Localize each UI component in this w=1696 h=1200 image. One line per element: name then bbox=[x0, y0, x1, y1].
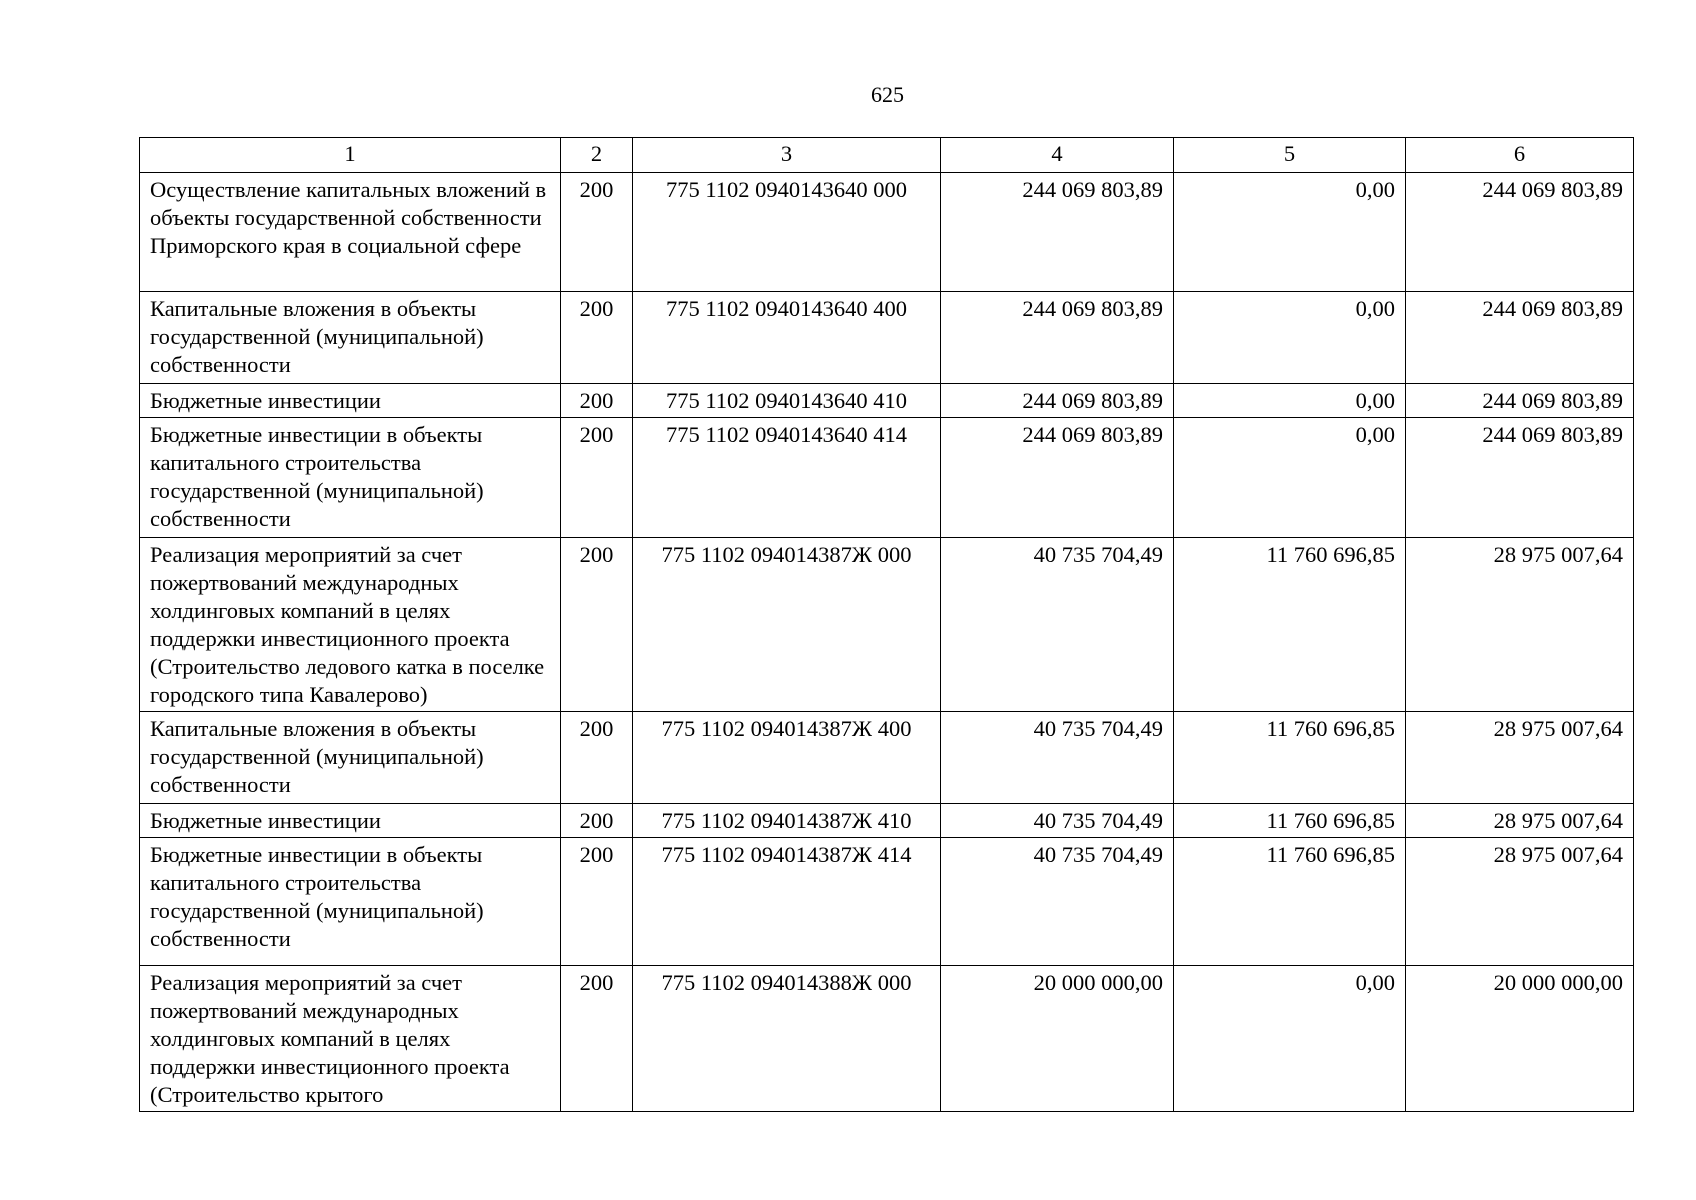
admin-code-cell: 200 bbox=[561, 173, 633, 292]
expense-name-cell: Реализация мероприятий за счет пожертвований международных холдинговых компаний в целях поддержки инвестиционного проекта (Строительство ледового катка в поселке городского типа Кавалерово) bbox=[140, 538, 561, 712]
expense-name-cell: Капитальные вложения в объекты государственной (муниципальной) собственности bbox=[140, 292, 561, 384]
budget-classification-cell: 775 1102 094014387Ж 400 bbox=[633, 712, 941, 804]
table-row bbox=[140, 966, 1634, 1112]
column-header: 1 bbox=[140, 138, 561, 173]
column-header: 4 bbox=[941, 138, 1174, 173]
table-row bbox=[140, 538, 1634, 712]
executed-amount-cell: 11 760 696,85 bbox=[1174, 838, 1406, 966]
approved-amount-cell: 244 069 803,89 bbox=[941, 384, 1174, 418]
table-row bbox=[140, 712, 1634, 804]
remaining-amount-cell: 20 000 000,00 bbox=[1406, 966, 1634, 1112]
executed-amount-cell: 0,00 bbox=[1174, 173, 1406, 292]
budget-classification-cell: 775 1102 0940143640 400 bbox=[633, 292, 941, 384]
remaining-amount-cell: 244 069 803,89 bbox=[1406, 384, 1634, 418]
remaining-amount-cell: 28 975 007,64 bbox=[1406, 804, 1634, 838]
column-header: 5 bbox=[1174, 138, 1406, 173]
table-row bbox=[140, 384, 1634, 418]
admin-code-cell: 200 bbox=[561, 804, 633, 838]
admin-code-cell: 200 bbox=[561, 538, 633, 712]
approved-amount-cell: 20 000 000,00 bbox=[941, 966, 1174, 1112]
table-row bbox=[140, 804, 1634, 838]
executed-amount-cell: 11 760 696,85 bbox=[1174, 804, 1406, 838]
expense-name-cell: Реализация мероприятий за счет пожертвований международных холдинговых компаний в целях поддержки инвестиционного проекта (Строительство крытого bbox=[140, 966, 561, 1112]
table-row bbox=[140, 838, 1634, 966]
admin-code-cell: 200 bbox=[561, 418, 633, 538]
table-row bbox=[140, 418, 1634, 538]
budget-classification-cell: 775 1102 094014387Ж 000 bbox=[633, 538, 941, 712]
budget-classification-cell: 775 1102 0940143640 000 bbox=[633, 173, 941, 292]
executed-amount-cell: 0,00 bbox=[1174, 384, 1406, 418]
remaining-amount-cell: 244 069 803,89 bbox=[1406, 292, 1634, 384]
budget-classification-cell: 775 1102 094014387Ж 414 bbox=[633, 838, 941, 966]
expense-name-cell: Бюджетные инвестиции bbox=[140, 384, 561, 418]
admin-code-cell: 200 bbox=[561, 712, 633, 804]
approved-amount-cell: 244 069 803,89 bbox=[941, 292, 1174, 384]
executed-amount-cell: 0,00 bbox=[1174, 292, 1406, 384]
executed-amount-cell: 0,00 bbox=[1174, 966, 1406, 1112]
budget-classification-cell: 775 1102 094014388Ж 000 bbox=[633, 966, 941, 1112]
page-number: 625 bbox=[871, 82, 904, 107]
expense-name-cell: Бюджетные инвестиции в объекты капитального строительства государственной (муниципальной) собственности bbox=[140, 838, 561, 966]
approved-amount-cell: 244 069 803,89 bbox=[941, 418, 1174, 538]
approved-amount-cell: 40 735 704,49 bbox=[941, 538, 1174, 712]
budget-classification-cell: 775 1102 0940143640 414 bbox=[633, 418, 941, 538]
approved-amount-cell: 244 069 803,89 bbox=[941, 173, 1174, 292]
approved-amount-cell: 40 735 704,49 bbox=[941, 712, 1174, 804]
expense-name-cell: Бюджетные инвестиции в объекты капитального строительства государственной (муниципальной) собственности bbox=[140, 418, 561, 538]
admin-code-cell: 200 bbox=[561, 966, 633, 1112]
expense-name-cell: Осуществление капитальных вложений в объекты государственной собственности Приморского края в социальной сфере bbox=[140, 173, 561, 292]
expense-name-cell: Бюджетные инвестиции bbox=[140, 804, 561, 838]
column-header: 2 bbox=[561, 138, 633, 173]
executed-amount-cell: 11 760 696,85 bbox=[1174, 712, 1406, 804]
remaining-amount-cell: 28 975 007,64 bbox=[1406, 712, 1634, 804]
admin-code-cell: 200 bbox=[561, 838, 633, 966]
executed-amount-cell: 11 760 696,85 bbox=[1174, 538, 1406, 712]
admin-code-cell: 200 bbox=[561, 384, 633, 418]
column-header: 6 bbox=[1406, 138, 1634, 173]
budget-table bbox=[139, 137, 1634, 1112]
budget-classification-cell: 775 1102 094014387Ж 410 bbox=[633, 804, 941, 838]
remaining-amount-cell: 244 069 803,89 bbox=[1406, 418, 1634, 538]
remaining-amount-cell: 28 975 007,64 bbox=[1406, 538, 1634, 712]
table-row bbox=[140, 292, 1634, 384]
table-header-row bbox=[140, 138, 1634, 173]
remaining-amount-cell: 244 069 803,89 bbox=[1406, 173, 1634, 292]
budget-classification-cell: 775 1102 0940143640 410 bbox=[633, 384, 941, 418]
approved-amount-cell: 40 735 704,49 bbox=[941, 838, 1174, 966]
expense-name-cell: Капитальные вложения в объекты государственной (муниципальной) собственности bbox=[140, 712, 561, 804]
remaining-amount-cell: 28 975 007,64 bbox=[1406, 838, 1634, 966]
admin-code-cell: 200 bbox=[561, 292, 633, 384]
column-header: 3 bbox=[633, 138, 941, 173]
table-row bbox=[140, 173, 1634, 292]
executed-amount-cell: 0,00 bbox=[1174, 418, 1406, 538]
approved-amount-cell: 40 735 704,49 bbox=[941, 804, 1174, 838]
